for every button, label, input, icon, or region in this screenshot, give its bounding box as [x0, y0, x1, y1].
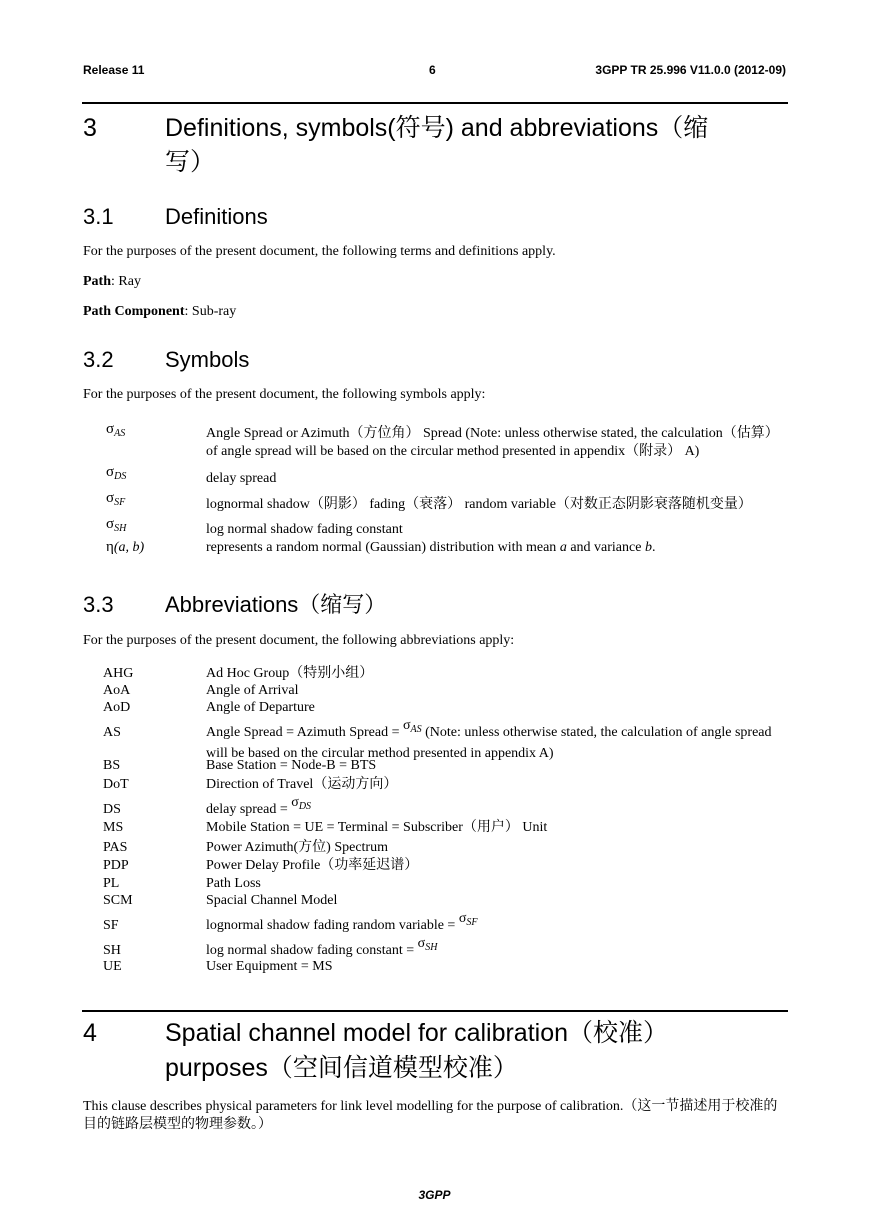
abbr-def-ue: User Equipment = MS: [206, 959, 333, 974]
abbr-dot: DoT: [103, 777, 129, 792]
abbr-def-dot: Direction of Travel（运动方向）: [206, 777, 398, 792]
symbol-def-as: Angle Spread or Azimuth（方位角） Spread (Note: unless otherwise stated, the calculation（估算） of angle spread will be based on the circular method presented in appendix（附录） A): [206, 426, 779, 459]
header-page-number: 6: [429, 63, 436, 77]
sec32-number: 3.2: [83, 347, 114, 372]
footer-3gpp: 3GPP: [418, 1188, 451, 1202]
sec31-title: Definitions: [165, 204, 268, 229]
abbr-def-ms: Mobile Station = UE = Terminal = Subscriber（用户） Unit: [206, 820, 548, 835]
header-rule: [82, 102, 788, 104]
abbr-def-bs: Base Station = Node-B = BTS: [206, 758, 377, 773]
sec33-number: 3.3: [83, 592, 114, 617]
abbr-def-pdp: Power Delay Profile（功率延迟谱）: [206, 858, 419, 873]
abbr-def-aoa: Angle of Arrival: [206, 683, 299, 698]
sec32-intro: For the purposes of the present document, the following symbols apply:: [83, 387, 486, 402]
sec33-intro: For the purposes of the present document, the following abbreviations apply:: [83, 633, 515, 648]
abbr-def-scm: Spacial Channel Model: [206, 893, 338, 908]
definition-text: Ray: [118, 274, 141, 289]
sec31-number: 3.1: [83, 204, 114, 229]
definition-path: Path: Ray: [83, 274, 141, 289]
abbr-sf: SF: [103, 918, 119, 933]
section4-title-line2: purposes（空间信道模型校准）: [165, 1054, 518, 1082]
abbr-aod: AoD: [103, 700, 131, 715]
abbr-def-sf: lognormal shadow fading random variable = $\sigma_{SF}$: [206, 911, 478, 933]
abbr-as: AS: [103, 725, 121, 740]
definition-text: Sub-ray: [191, 304, 237, 319]
abbr-scm: SCM: [103, 893, 133, 908]
section4-body: This clause describes physical parameters for link level modelling for the purpose of calibration.（这一节描述用于校准的目的链路层模型的物理参数。）: [83, 1099, 778, 1132]
abbr-sh: SH: [103, 943, 121, 958]
section3-title-line1: Definitions, symbols(符号) and abbreviations（缩: [165, 114, 709, 142]
symbol-sigma-sh: $\sigma_{SH}$: [106, 516, 127, 534]
abbr-ms: MS: [103, 820, 124, 835]
abbr-ahg: AHG: [103, 666, 134, 681]
symbol-def-ds: delay spread: [206, 471, 277, 486]
definition-term: Path: [83, 274, 111, 289]
header-doc-id: 3GPP TR 25.996 V11.0.0 (2012-09): [595, 63, 786, 77]
symbol-def-sh: log normal shadow fading constant: [206, 522, 403, 537]
abbr-ue: UE: [103, 959, 122, 974]
abbr-pdp: PDP: [103, 858, 129, 873]
abbr-pl: PL: [103, 876, 120, 891]
section3-number: 3: [83, 114, 97, 142]
abbr-def-pl: Path Loss: [206, 876, 261, 891]
section3-title-line2: 写）: [165, 148, 216, 176]
header-release: Release 11: [83, 63, 145, 77]
abbr-bs: BS: [103, 758, 121, 773]
abbr-def-ds: delay spread = $\sigma_{DS}$: [206, 795, 312, 817]
definition-path-component: Path Component: Sub-ray: [83, 304, 237, 319]
abbr-ds: DS: [103, 802, 121, 817]
section4-title-line1: Spatial channel model for calibration（校准）: [165, 1019, 669, 1047]
abbr-def-sh: log normal shadow fading constant = $\sigma_{SH}$: [206, 936, 438, 958]
section4-rule: [82, 1010, 788, 1012]
symbol-eta: η(a, b): [106, 539, 145, 555]
abbr-def-ahg: Ad Hoc Group（特别小组）: [206, 666, 374, 681]
symbol-def-sf: lognormal shadow（阴影） fading（衰落） random variable（对数正态阴影衰落随机变量）: [206, 497, 752, 512]
abbr-pas: PAS: [103, 840, 128, 855]
symbol-sigma-as: $\sigma_{AS}$: [106, 421, 126, 439]
abbr-aoa: AoA: [103, 683, 131, 698]
sec31-intro: For the purposes of the present document, the following terms and definitions apply.: [83, 244, 556, 259]
definition-term: Path Component: [83, 304, 185, 319]
symbol-sigma-ds: $\sigma_{DS}$: [106, 464, 127, 482]
symbol-sigma-sf: $\sigma_{SF}$: [106, 490, 126, 508]
symbol-def-eta: represents a random normal (Gaussian) distribution with mean a and variance b.: [206, 540, 656, 555]
section4-number: 4: [83, 1019, 97, 1047]
abbr-def-aod: Angle of Departure: [206, 700, 315, 715]
sec33-title: Abbreviations（缩写）: [165, 592, 387, 617]
sec32-title: Symbols: [165, 347, 250, 372]
abbr-def-pas: Power Azimuth(方位) Spectrum: [206, 840, 388, 855]
abbr-def-as: Angle Spread = Azimuth Spread = $\sigma_{AS}$ (Note: unless otherwise stated, the calculation of angle spread will be based on the circular method presented in appendix A): [206, 718, 772, 761]
